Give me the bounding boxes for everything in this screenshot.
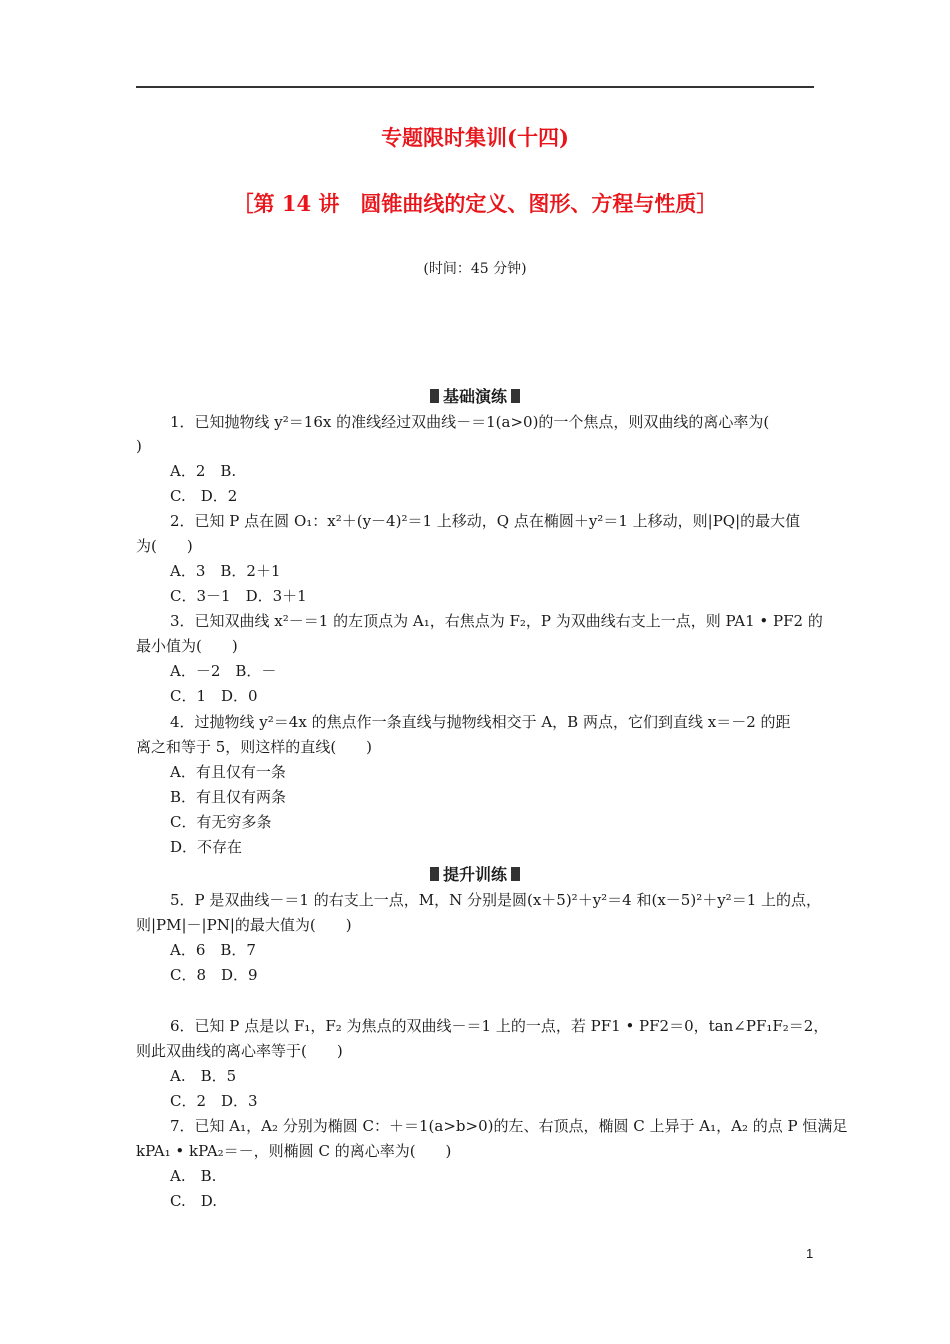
question-3-options: C．1 D．0	[170, 687, 258, 705]
question-6-options: A. B．5	[170, 1067, 237, 1085]
section-heading-basic	[0, 384, 950, 407]
block-marker-icon	[511, 389, 520, 403]
top-rule	[136, 86, 814, 88]
question-7-line: 7．已知 A₁，A₂ 分别为椭圆 C：＋＝1(a>b>0)的左、右顶点，椭圆 C 上异于 A₁，A₂ 的点 P 恒满足	[170, 1117, 848, 1135]
page-title: 专题限时集训(十四)	[381, 125, 569, 150]
question-2-line-cont: 为( )	[136, 537, 193, 555]
question-4-option-b: B．有且仅有两条	[170, 788, 287, 806]
section-title: 基础演练	[442, 387, 507, 406]
question-2-options: C．3－1 D．3＋1	[170, 587, 307, 605]
question-4-line: 4．过抛物线 y²＝4x 的焦点作一条直线与抛物线相交于 A，B 两点，它们到直线 x＝－2 的距	[170, 713, 791, 731]
block-marker-icon	[430, 867, 439, 881]
question-3-line-cont: 最小值为( )	[136, 637, 238, 655]
question-4-option-d: D．不存在	[170, 838, 243, 856]
page-number: 1	[806, 1246, 814, 1261]
question-1-line: 1．已知抛物线 y²＝16x 的准线经过双曲线－＝1(a>0)的一个焦点，则双曲线的离心率为(	[170, 413, 770, 431]
question-6-options: C．2 D．3	[170, 1092, 258, 1110]
question-5-options: C．8 D．9	[170, 966, 258, 984]
question-4-option-a: A．有且仅有一条	[170, 763, 286, 781]
time-limit: (时间：45 分钟)	[423, 261, 527, 277]
question-3-options: A．－2 B．－	[170, 662, 277, 680]
question-1-options: A．2 B.	[170, 462, 237, 480]
question-7-options: A. B.	[170, 1167, 217, 1185]
section-title: 提升训练	[442, 865, 507, 884]
question-4-line-cont: 离之和等于 5，则这样的直线( )	[136, 738, 373, 756]
block-marker-icon	[430, 389, 439, 403]
question-2-options: A．3 B．2＋1	[170, 562, 281, 580]
question-7-options: C. D.	[170, 1192, 217, 1210]
question-6-line: 6．已知 P 点是以 F₁，F₂ 为焦点的双曲线－＝1 上的一点，若 PF1 • PF2＝0，tan∠PF₁F₂＝2，	[170, 1017, 829, 1035]
question-4-option-c: C．有无穷多条	[170, 813, 272, 831]
question-7-line-cont: kPA₁ • kPA₂＝－，则椭圆 C 的离心率为( )	[136, 1142, 452, 1160]
question-6-line-cont: 则此双曲线的离心率等于( )	[136, 1042, 343, 1060]
section-heading-advanced	[0, 862, 950, 885]
question-3-line: 3．已知双曲线 x²－＝1 的左顶点为 A₁，右焦点为 F₂，P 为双曲线右支上一点，则 PA1 • PF2 的	[170, 612, 823, 630]
question-2-line: 2．已知 P 点在圆 O₁：x²＋(y－4)²＝1 上移动，Q 点在椭圆＋y²＝1 上移动，则|PQ|的最大值	[170, 512, 801, 530]
question-1-line-cont: )	[136, 437, 142, 455]
question-5-line: 5．P 是双曲线－＝1 的右支上一点，M，N 分别是圆(x＋5)²＋y²＝4 和(x－5)²＋y²＝1 上的点，	[170, 891, 822, 909]
question-5-options: A．6 B．7	[170, 941, 256, 959]
block-marker-icon	[511, 867, 520, 881]
page-subtitle: ［第 14 讲 圆锥曲线的定义、图形、方程与性质］	[232, 191, 718, 216]
question-5-line-cont: 则|PM|－|PN|的最大值为( )	[136, 916, 352, 934]
question-1-options: C. D．2	[170, 487, 238, 505]
